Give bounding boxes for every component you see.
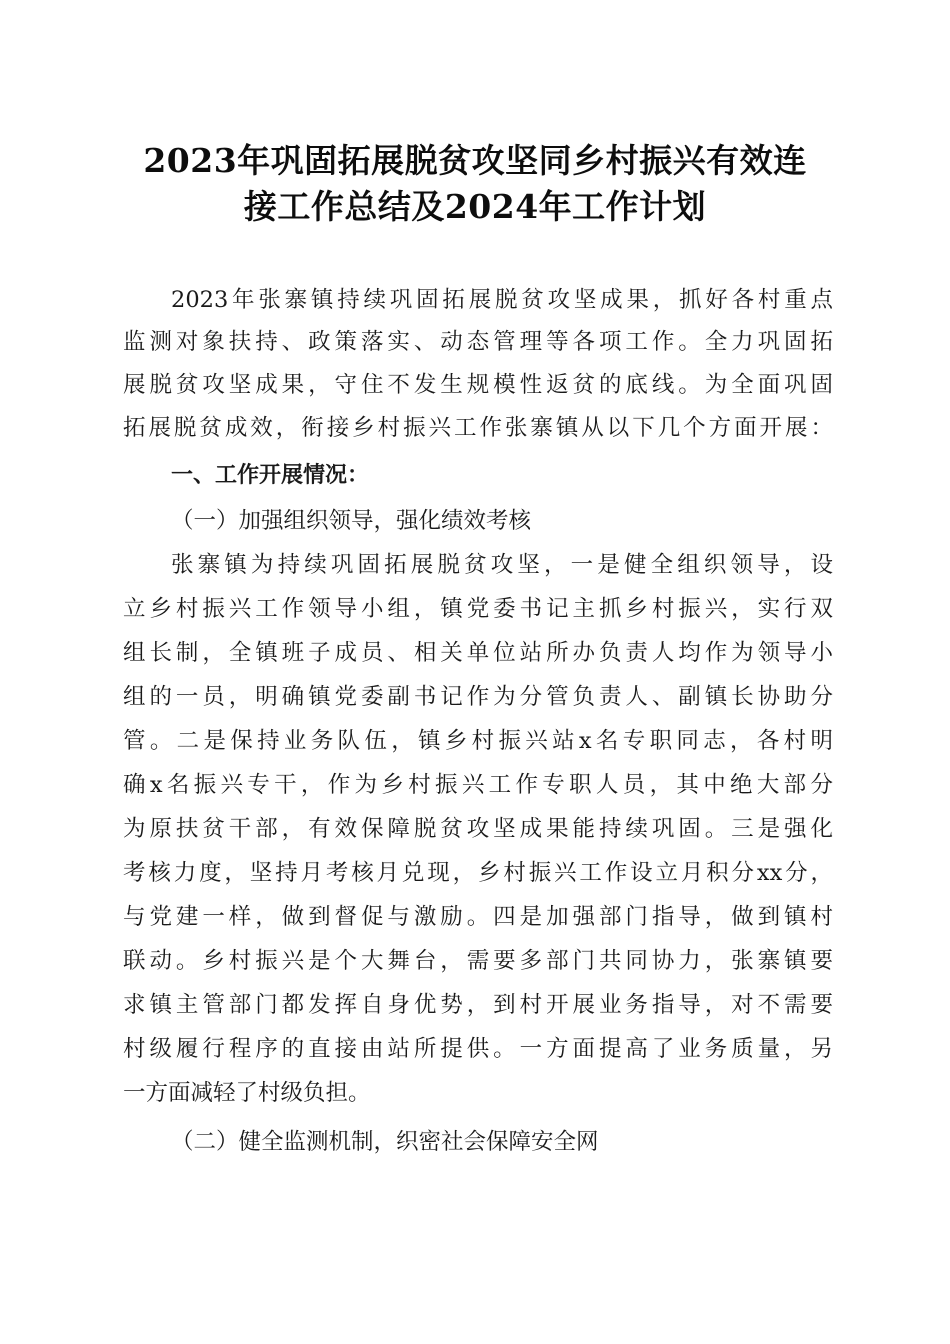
- body-line: 张寨镇为持续巩固拓展脱贫攻坚，一是健全组织领导，设: [171, 552, 833, 578]
- document-title-line-2: 接工作总结及2024年工作计划: [243, 187, 707, 226]
- body-line: 与党建一样，做到督促与激励。四是加强部门指导，做到镇村: [123, 904, 833, 930]
- body-line: 确x名振兴专干，作为乡村振兴工作专职人员，其中绝大部分: [123, 772, 833, 798]
- body-line: 一方面减轻了村级负担。: [123, 1080, 371, 1106]
- body-line: 组的一员，明确镇党委副书记作为分管负责人、副镇长协助分: [123, 684, 833, 710]
- section-heading: 一、工作开展情况：: [171, 463, 370, 488]
- body-line: 管。二是保持业务队伍，镇乡村振兴站x名专职同志，各村明: [123, 728, 833, 754]
- subsection-heading: （一）加强组织领导，强化绩效考核: [171, 508, 532, 534]
- body-line: 考核力度，坚持月考核月兑现，乡村振兴工作设立月积分xx分，: [123, 860, 833, 886]
- intro-line: 拓展脱贫成效，衔接乡村振兴工作张寨镇从以下几个方面开展：: [123, 415, 833, 441]
- intro-line: 2023年张寨镇持续巩固拓展脱贫攻坚成果，抓好各村重点: [171, 287, 833, 313]
- intro-line: 监测对象扶持、政策落实、动态管理等各项工作。全力巩固拓: [123, 329, 833, 355]
- body-line: 立乡村振兴工作领导小组，镇党委书记主抓乡村振兴，实行双: [123, 596, 833, 622]
- body-line: 为原扶贫干部，有效保障脱贫攻坚成果能持续巩固。三是强化: [123, 816, 833, 842]
- intro-line: 展脱贫攻坚成果，守住不发生规模性返贫的底线。为全面巩固: [123, 372, 833, 398]
- document-title-line-1: 2023年巩固拓展脱贫攻坚同乡村振兴有效连: [143, 141, 807, 180]
- body-line: 村级履行程序的直接由站所提供。一方面提高了业务质量，另: [123, 1036, 833, 1062]
- body-line: 求镇主管部门都发挥自身优势，到村开展业务指导，对不需要: [123, 992, 833, 1018]
- body-line: 组长制，全镇班子成员、相关单位站所办负责人均作为领导小: [123, 640, 833, 666]
- body-line: 联动。乡村振兴是个大舞台，需要多部门共同协力，张寨镇要: [123, 948, 833, 974]
- subsection-heading: （二）健全监测机制，织密社会保障安全网: [171, 1129, 599, 1155]
